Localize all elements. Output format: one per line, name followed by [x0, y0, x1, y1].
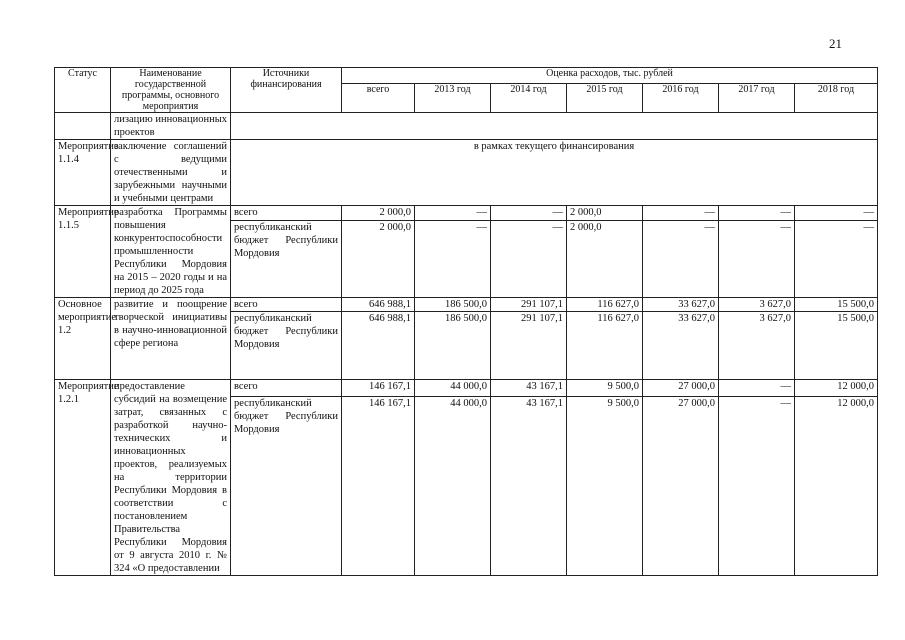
header-sources: Источники финансирования	[231, 68, 342, 113]
header-year-2015: 2015 год	[567, 83, 643, 112]
row-status: Мероприятие 1.1.4	[55, 140, 111, 206]
header-status: Статус	[55, 68, 111, 113]
header-year-2017: 2017 год	[719, 83, 795, 112]
value-cell: 291 107,1	[491, 298, 567, 312]
value-cell: 27 000,0	[643, 380, 719, 397]
continuation-rest	[231, 113, 878, 140]
value-cell: —	[415, 220, 491, 297]
value-cell: 9 500,0	[567, 380, 643, 397]
value-cell: 44 000,0	[415, 396, 491, 575]
continuation-status-cell	[55, 113, 111, 140]
source-cell: республиканский бюджет Республики Мордовия	[231, 312, 342, 380]
row-status: Мероприятие 1.2.1	[55, 380, 111, 576]
value-cell: 291 107,1	[491, 312, 567, 380]
row-status: Мероприятие 1.1.5	[55, 206, 111, 298]
value-cell: 27 000,0	[643, 396, 719, 575]
value-cell: 2 000,0	[567, 220, 643, 297]
value-cell: 12 000,0	[795, 380, 878, 397]
value-cell: 186 500,0	[415, 312, 491, 380]
row-name: заключение соглашений с ведущими отечественными и зарубежными научными и учебными центрами	[111, 140, 231, 206]
value-cell: 33 627,0	[643, 298, 719, 312]
value-cell: —	[719, 396, 795, 575]
value-cell: 2 000,0	[342, 206, 415, 221]
value-cell: 12 000,0	[795, 396, 878, 575]
source-cell: республиканский бюджет Республики Мордовия	[231, 220, 342, 297]
expenditure-table	[54, 67, 878, 576]
value-cell: 116 627,0	[567, 298, 643, 312]
value-cell: 43 167,1	[491, 380, 567, 397]
value-cell: 646 988,1	[342, 298, 415, 312]
value-cell: 15 500,0	[795, 298, 878, 312]
continuation-name: лизацию инновационных проектов	[111, 113, 231, 140]
value-cell: —	[719, 380, 795, 397]
value-cell: 43 167,1	[491, 396, 567, 575]
row-name: развитие и поощрение творческой инициативы в научно-инновационной сфере региона	[111, 298, 231, 380]
value-cell: —	[415, 206, 491, 221]
source-cell: республиканский бюджет Республики Мордовия	[231, 396, 342, 575]
value-cell: —	[719, 206, 795, 221]
row-name: предоставление субсидий на возмещение затрат, связанных с разработкой научно-технических и инновационных проектов, реализуемых на территории Республики Мордовия в соответствии с постановлением Правительства Республики Мордовия от 9 августа 2010 г. № 324 «О предоставлении	[111, 380, 231, 576]
value-cell: —	[795, 220, 878, 297]
value-cell: 146 167,1	[342, 380, 415, 397]
value-cell: —	[643, 220, 719, 297]
row-name: разработка Программы повышения конкурентоспособности промышленности Республики Мордовия на 2015 – 2020 годы и на период до 2025 года	[111, 206, 231, 298]
value-cell: —	[795, 206, 878, 221]
value-cell: 33 627,0	[643, 312, 719, 380]
header-name: Наименование государственной программы, основного мероприятия	[111, 68, 231, 113]
value-cell: 186 500,0	[415, 298, 491, 312]
value-cell: 15 500,0	[795, 312, 878, 380]
source-cell: всего	[231, 380, 342, 397]
value-cell: 2 000,0	[567, 206, 643, 221]
merged-financing-note: в рамках текущего финансирования	[231, 140, 878, 206]
header-year-2013: 2013 год	[415, 83, 491, 112]
value-cell: —	[643, 206, 719, 221]
header-year-2014: 2014 год	[491, 83, 567, 112]
source-cell: всего	[231, 206, 342, 221]
value-cell: 146 167,1	[342, 396, 415, 575]
page-number: 21	[829, 36, 842, 51]
header-estimate: Оценка расходов, тыс. рублей	[342, 68, 878, 84]
value-cell: —	[491, 206, 567, 221]
header-year-total: всего	[342, 83, 415, 112]
header-year-2016: 2016 год	[643, 83, 719, 112]
value-cell: —	[719, 220, 795, 297]
value-cell: 2 000,0	[342, 220, 415, 297]
value-cell: 3 627,0	[719, 298, 795, 312]
value-cell: 44 000,0	[415, 380, 491, 397]
value-cell: 116 627,0	[567, 312, 643, 380]
value-cell: 9 500,0	[567, 396, 643, 575]
source-cell: всего	[231, 298, 342, 312]
value-cell: 646 988,1	[342, 312, 415, 380]
header-year-2018: 2018 год	[795, 83, 878, 112]
value-cell: 3 627,0	[719, 312, 795, 380]
value-cell: —	[491, 220, 567, 297]
row-status: Основное мероприятие 1.2	[55, 298, 111, 380]
